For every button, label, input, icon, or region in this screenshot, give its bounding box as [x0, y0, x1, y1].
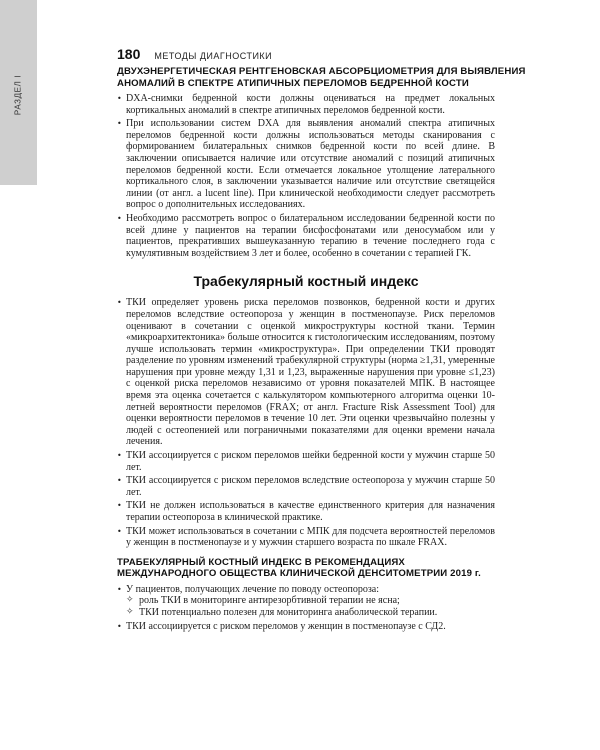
section-side-tab [0, 0, 37, 185]
dxa-list [117, 93, 495, 259]
dxa-heading-line-2: АНОМАЛИЙ В СПЕКТРЕ АТИПИЧНЫХ ПЕРЕЛОМОВ БЕДРЕННОЙ КОСТИ [117, 77, 469, 89]
list-item-text: У пациентов, получающих лечение по поводу остеопороза: [126, 583, 379, 595]
tbs-list [117, 297, 495, 548]
page-content [117, 66, 526, 634]
list-item: • ТКИ ассоциируется с риском переломов вследствие остеопороза у мужчин старше 50 лет. [117, 475, 495, 498]
section-tab-label: РАЗДЕЛ I [13, 74, 23, 116]
dxa-heading [117, 66, 526, 89]
iscd-list [117, 584, 495, 632]
sublist-item-text: ТКИ потенциально полезен для мониторинга анаболической терапии. [139, 606, 438, 618]
iscd-sublist [126, 595, 495, 618]
diamond-bullet-icon: ✧ [126, 606, 134, 617]
list-item: • DXA-снимки бедренной кости должны оцениваться на предмет локальных кортикальных аномалий в спектре атипичных переломов бедренной кости. [117, 93, 495, 116]
iscd-heading-line-2: МЕЖДУНАРОДНОГО ОБЩЕСТВА КЛИНИЧЕСКОЙ ДЕНСИТОМЕТРИИ 2019 г. [117, 568, 481, 580]
sublist-item [126, 607, 495, 619]
list-item: • ТКИ ассоциируется с риском переломов шейки бедренной кости у мужчин старше 50 лет. [117, 450, 495, 473]
list-item: • ТКИ ассоциируется с риском переломов у женщин в постменопаузе с СД2. [117, 621, 495, 633]
page-number: 180 [117, 46, 141, 62]
list-item: • При использовании систем DXA для выявления аномалий спектра атипичных переломов бедренной кости должны использоваться методы сканирования с формированием билатеральных снимков бедренной кости по всей длине. В заключении описывается наличие или отсутствие аномалий с позиций атипичных переломов бедренной кости. Если отмечается локальное утолщение латерального кортикального слоя, в заключении указывается наличие или отсутствие светящейся линии (от англ. a lucent line). При клинической необходимости следует рассмотреть вопрос о дополнительных исследованиях. [117, 118, 495, 211]
page-header [117, 46, 272, 62]
sublist-item-text: роль ТКИ в мониторинге антирезорбтивной терапии не ясна; [139, 595, 400, 607]
list-item: • ТКИ определяет уровень риска переломов позвонков, бедренной кости и других переломов вследствие остеопороза у женщин в постменопаузе. Риск переломов оценивают в сочетании с оценкой микроструктуры костной ткани. Термин «микроархитектоника» больше относится к гистологическим исследованиям, поэтому лучше использовать термин «микроструктура». При определении ТКИ проводят разделение по уровням изменений трабекулярной структуры (норма ≥1,31, умеренные нарушения при уровне между 1,31 и 1,23, выраженные нарушения при уровне ≤1,23) с оценкой риска переломов независимо от уровня показателей МПК. В настоящее время эта оценка сочетается с калькулятором компьютерного алгоритма оценки 10-летней вероятности переломов (FRAX; от англ. Fracture Risk Assessment Tool) для оценки вероятности переломов в течение 10 лет. Эти оценки чрезвычайно полезны у людей с остеопенией или пограничными показателями для оценки времени начала лечения. [117, 297, 495, 448]
list-item [117, 584, 495, 619]
sublist-item [126, 595, 495, 607]
list-item: • Необходимо рассмотреть вопрос о билатеральном исследовании бедренной кости по всей длине у пациентов на терапии бисфосфонатами или деносумабом или у пациентов, прекративших вышеуказанную терапию в течение последнего года с кумулятивным воздействием 3 лет и более, особенно в сочетании с терапией ГК. [117, 213, 495, 259]
list-item: • ТКИ не должен использоваться в качестве единственного критерия для назначения терапии остеопороза в клинической практике. [117, 500, 495, 523]
iscd-heading [117, 557, 495, 580]
tbs-heading: Трабекулярный костный индекс [193, 273, 419, 290]
list-item: • ТКИ может использоваться в сочетании с МПК для подсчета вероятностей переломов у женщин в постменопаузе и у мужчин старшего возраста по шкале FRAX. [117, 526, 495, 549]
diamond-bullet-icon: ✧ [126, 595, 134, 606]
dxa-heading-line-1: ДВУХЭНЕРГЕТИЧЕСКАЯ РЕНТГЕНОВСКАЯ АБСОРБЦИОМЕТРИЯ ДЛЯ ВЫЯВЛЕНИЯ [117, 66, 526, 77]
running-section-title: МЕТОДЫ ДИАГНОСТИКИ [154, 51, 273, 61]
iscd-heading-line-1: ТРАБЕКУЛЯРНЫЙ КОСТНЫЙ ИНДЕКС В РЕКОМЕНДАЦИЯХ [117, 556, 405, 568]
